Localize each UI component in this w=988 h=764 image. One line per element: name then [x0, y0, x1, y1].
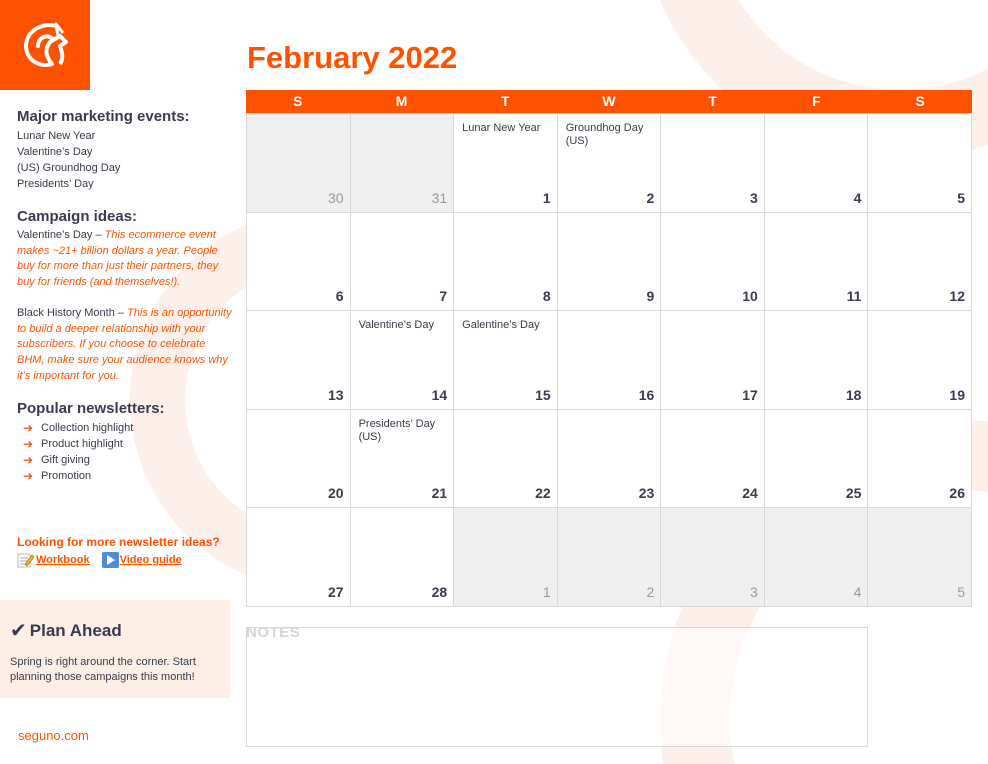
calendar-day [558, 311, 662, 410]
day-number: 9 [646, 288, 655, 305]
day-number: 4 [853, 583, 862, 600]
calendar-day [351, 508, 455, 607]
page-title: February 2022 [247, 40, 458, 75]
calendar-day-outside-month [351, 114, 455, 213]
campaign-ideas-section [17, 208, 232, 384]
calendar-day [765, 114, 869, 213]
day-number: 12 [949, 288, 965, 305]
calendar-day-outside-month [247, 114, 351, 213]
day-number: 6 [335, 288, 344, 305]
calendar-day [868, 311, 972, 410]
day-event: Presidents’ Day (US) [358, 417, 436, 443]
event-item: (US) Groundhog Day [17, 162, 121, 174]
pencil-memo-icon [17, 552, 35, 568]
calendar-day-outside-month [765, 508, 869, 607]
newsletter-item [17, 420, 232, 436]
weekday-label: W [602, 93, 616, 109]
plan-ahead-text: Spring is right around the corner. Start planning those campaigns this month! [10, 656, 196, 683]
newsletter-label: Gift giving [41, 454, 90, 467]
day-number: 19 [949, 386, 965, 403]
weekday-header [246, 90, 972, 113]
day-event: Galentine’s Day [462, 319, 540, 332]
event-item: Presidents’ Day [17, 178, 94, 190]
notes-label: NOTES [246, 624, 301, 641]
newsletter-label: Promotion [41, 470, 92, 483]
popular-newsletters-section [17, 400, 232, 484]
section-heading: Major marketing events: [17, 108, 190, 125]
calendar-day-outside-month [868, 508, 972, 607]
day-number: 1 [542, 189, 551, 206]
day-event: Lunar New Year [462, 122, 541, 134]
day-number: 25 [845, 485, 862, 502]
calendar-day-outside-month [454, 508, 558, 607]
calendar [246, 90, 972, 607]
weekday-label: M [395, 93, 408, 109]
day-number: 31 [431, 189, 448, 206]
day-event: Groundhog Day (US) [565, 122, 644, 147]
calendar-day [454, 114, 558, 213]
day-number: 21 [431, 485, 448, 502]
calendar-day [661, 114, 765, 213]
calendar-day [661, 213, 765, 312]
newsletter-item [17, 436, 232, 452]
workbook-label: Workbook [36, 554, 90, 566]
more-ideas-text: Looking for more newsletter ideas? [17, 535, 220, 549]
marketing-events-section [17, 108, 232, 192]
event-item: Valentine’s Day [17, 146, 93, 158]
calendar-day [351, 213, 455, 312]
calendar-day [247, 508, 351, 607]
day-number: 3 [750, 189, 758, 206]
campaign-idea [17, 306, 232, 385]
day-number: 2 [646, 583, 655, 600]
calendar-day [661, 410, 765, 509]
calendar-day [765, 311, 869, 410]
day-number: 5 [957, 583, 965, 600]
day-number: 7 [439, 288, 448, 305]
day-number: 24 [742, 485, 758, 502]
calendar-day [247, 410, 351, 509]
section-heading: Popular newsletters: [17, 400, 165, 418]
weekday-label: S [293, 93, 303, 109]
day-event: Valentine’s Day [358, 319, 434, 332]
calendar-day [454, 311, 558, 410]
calendar-day [868, 213, 972, 312]
calendar-day [868, 410, 972, 509]
plan-ahead-title [10, 618, 220, 643]
plan-ahead-label: Plan Ahead [29, 620, 122, 640]
calendar-day-outside-month [558, 508, 662, 607]
calendar-day [454, 410, 558, 509]
arrow-right-icon: ➔ [23, 453, 34, 468]
notes-box[interactable] [246, 627, 868, 747]
calendar-day [868, 114, 972, 213]
calendar-day [765, 213, 869, 312]
weekday-label: S [915, 93, 925, 109]
day-number: 3 [750, 583, 758, 600]
event-item: Lunar New Year [17, 130, 96, 142]
arrow-right-icon: ➔ [23, 437, 34, 452]
calendar-grid [246, 113, 972, 607]
campaign-idea [17, 228, 232, 291]
day-number: 27 [327, 583, 344, 600]
calendar-day [247, 311, 351, 410]
arrow-right-icon: ➔ [23, 469, 34, 484]
weekday-label: F [812, 93, 821, 109]
video-guide-label: Video guide [119, 554, 182, 566]
calendar-day [351, 311, 455, 410]
workbook-link[interactable] [17, 552, 90, 568]
calendar-day [765, 410, 869, 509]
newsletter-item [17, 452, 232, 468]
calendar-day [247, 213, 351, 312]
day-number: 2 [646, 189, 655, 206]
weekday-label: T [501, 93, 510, 109]
day-number: 17 [742, 386, 758, 403]
day-number: 30 [327, 189, 344, 206]
day-number: 1 [542, 583, 551, 600]
campaign-idea-title: Black History Month – [17, 306, 128, 319]
day-number: 20 [327, 485, 344, 502]
section-heading: Campaign ideas: [17, 208, 138, 225]
day-number: 26 [949, 485, 965, 502]
check-mark-icon: ✔ [10, 620, 27, 642]
day-number: 15 [535, 386, 551, 403]
day-number: 13 [327, 386, 344, 403]
calendar-day [558, 410, 662, 509]
weekday-label: T [708, 93, 717, 109]
day-number: 4 [853, 189, 862, 206]
play-button-icon [102, 552, 119, 568]
sidebar [17, 108, 232, 500]
arrow-right-icon: ➔ [23, 421, 34, 436]
day-number: 5 [957, 189, 965, 206]
day-number: 22 [535, 485, 551, 502]
day-number: 8 [542, 288, 551, 305]
newsletter-label: Collection highlight [41, 422, 134, 435]
newsletter-label: Product highlight [41, 438, 123, 451]
day-number: 28 [431, 583, 448, 600]
campaign-idea-text: This is an opportunity to build a deeper relationship with your subscribers. If you choose to celebrate BHM, make sure your audience knows why it’s important for you. [17, 306, 232, 382]
calendar-day [454, 213, 558, 312]
day-number: 18 [845, 386, 862, 403]
calendar-day-outside-month [661, 508, 765, 607]
calendar-day [558, 114, 662, 213]
site-link[interactable]: seguno.com [18, 728, 89, 743]
campaign-idea-title: Valentine’s Day – [17, 229, 105, 241]
plan-ahead-box [0, 600, 230, 698]
day-number: 16 [638, 386, 655, 403]
calendar-day [558, 213, 662, 312]
seguno-logo-icon [0, 0, 90, 90]
video-guide-link[interactable] [102, 552, 182, 568]
calendar-day [351, 410, 455, 509]
campaign-idea-text: This ecommerce event makes ~21+ billion dollars a year. People buy for more than just their partners, they buy for friends (and themselves!). [17, 229, 219, 289]
day-number: 23 [638, 485, 655, 502]
calendar-day [661, 311, 765, 410]
resource-links [17, 552, 182, 568]
day-number: 10 [742, 288, 758, 305]
newsletter-item [17, 468, 232, 484]
day-number: 11 [846, 288, 862, 305]
day-number: 14 [431, 386, 448, 403]
